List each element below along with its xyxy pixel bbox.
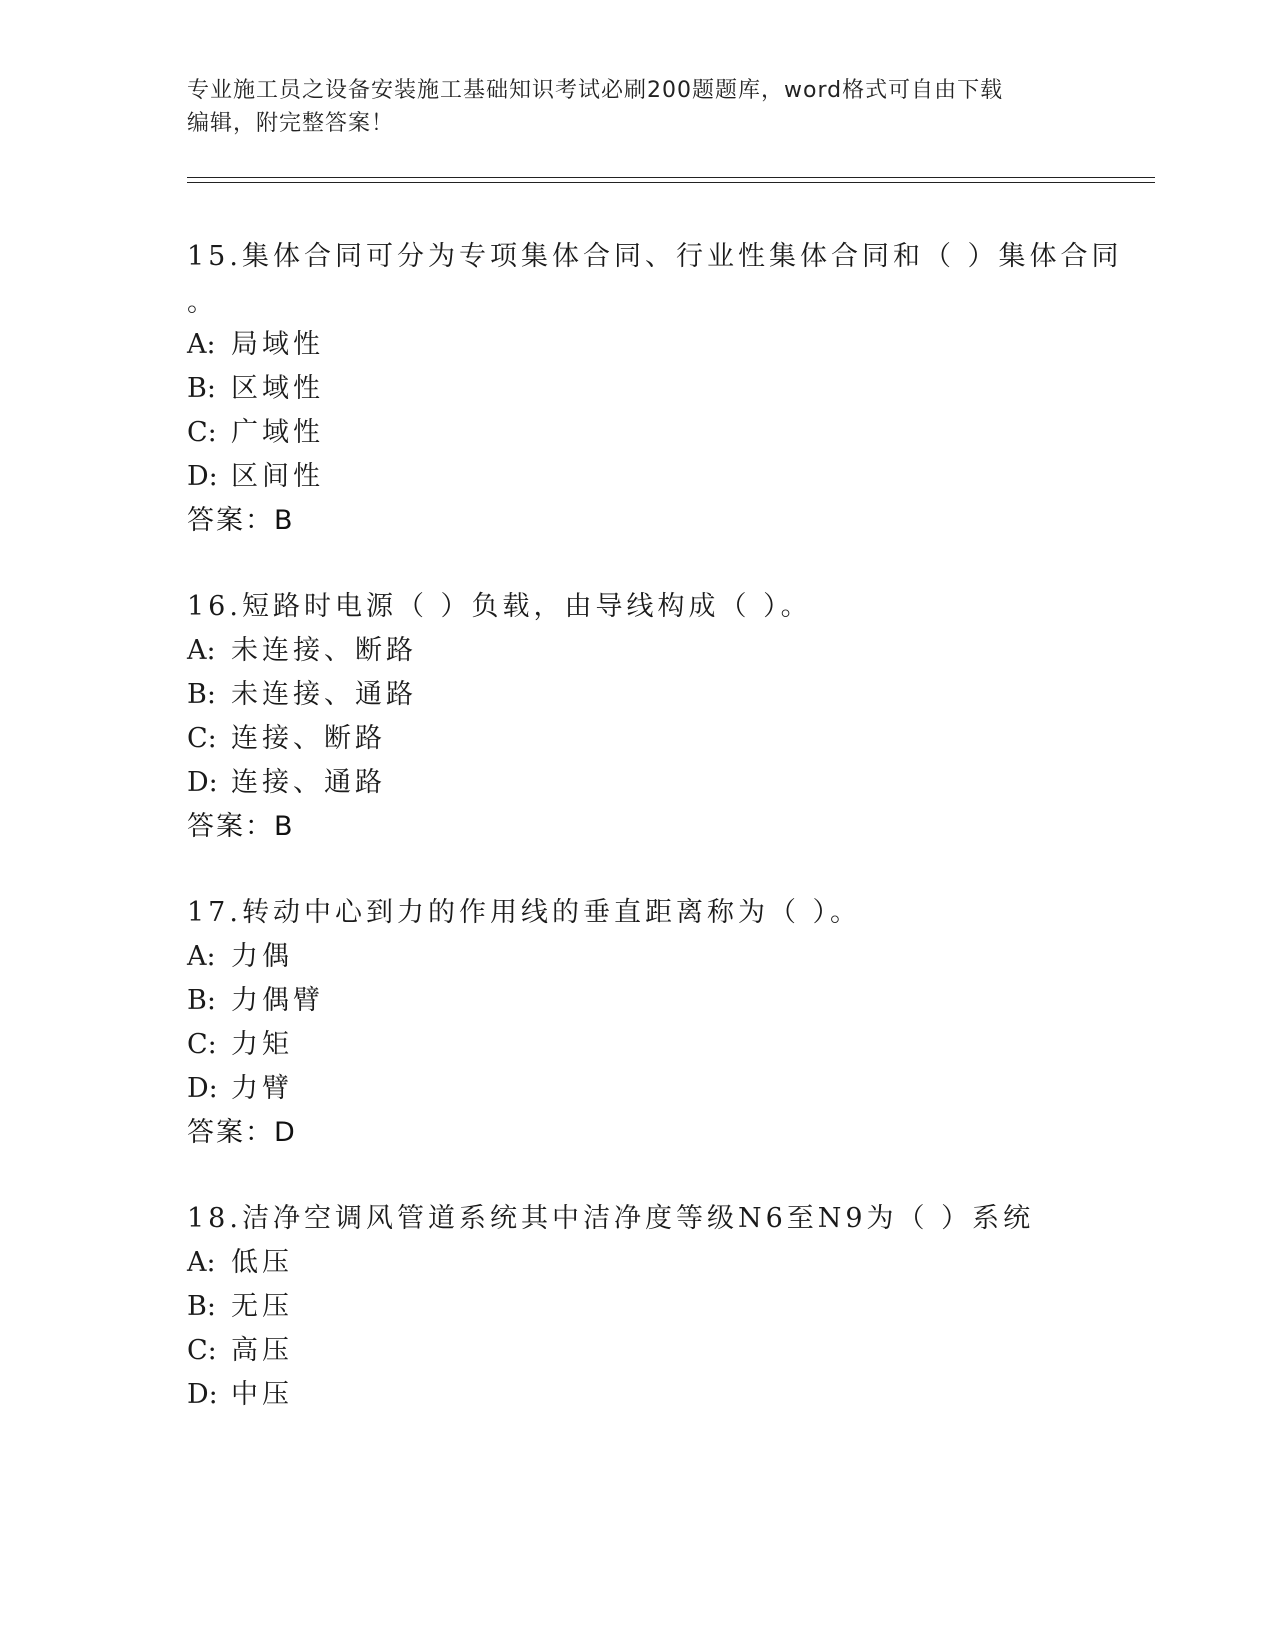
question-15-answer: 答案：B	[187, 505, 295, 536]
question-18-option-b	[187, 1284, 293, 1323]
option-letter: A:	[187, 941, 216, 972]
option-text: 高压	[231, 1335, 293, 1366]
option-letter: D:	[187, 1073, 218, 1104]
option-letter: D:	[187, 1379, 218, 1410]
question-17-stem: 17.转动中心到力的作用线的垂直距离称为（ ）。	[187, 897, 862, 928]
option-text: 区间性	[231, 461, 324, 492]
question-17-option-b	[187, 978, 324, 1017]
option-letter: B:	[187, 679, 216, 710]
question-15-option-d	[187, 454, 324, 493]
question-16-stem: 16.短路时电源（ ）负载，由导线构成（ ）。	[187, 591, 812, 622]
option-text: 未连接、通路	[231, 679, 417, 710]
option-letter: A:	[187, 635, 216, 666]
question-15-option-b	[187, 366, 324, 405]
option-letter: D:	[187, 461, 218, 492]
option-text: 未连接、断路	[231, 635, 417, 666]
option-letter: B:	[187, 373, 216, 404]
header-divider-bottom	[187, 182, 1155, 183]
option-text: 局域性	[231, 329, 324, 360]
question-16-option-d	[187, 760, 386, 799]
question-17-option-c	[187, 1022, 293, 1061]
option-text: 连接、断路	[231, 723, 386, 754]
option-text: 力偶臂	[231, 985, 324, 1016]
question-16-answer: 答案：B	[187, 811, 295, 842]
header-title-line-2: 编辑，附完整答案！	[187, 111, 395, 136]
question-16-option-a	[187, 628, 417, 667]
question-15-stem: 15.集体合同可分为专项集体合同、行业性集体合同和（ ）集体合同	[187, 241, 1123, 272]
option-letter: C:	[187, 417, 217, 448]
option-text: 低压	[231, 1247, 293, 1278]
document-header	[187, 74, 1067, 140]
option-letter: C:	[187, 1029, 217, 1060]
header-divider-top	[187, 177, 1155, 178]
header-title-line-1: 专业施工员之设备安装施工基础知识考试必刷200题题库，word格式可自由下载	[187, 78, 1004, 103]
question-18-option-a	[187, 1240, 293, 1279]
option-text: 力臂	[231, 1073, 293, 1104]
question-16-option-b	[187, 672, 417, 711]
question-18-option-d	[187, 1372, 293, 1411]
option-letter: B:	[187, 1291, 216, 1322]
question-17-option-d	[187, 1066, 293, 1105]
option-letter: B:	[187, 985, 216, 1016]
option-letter: A:	[187, 329, 216, 360]
option-text: 广域性	[231, 417, 324, 448]
question-16-option-c	[187, 716, 386, 755]
question-17-answer: 答案：D	[187, 1117, 297, 1148]
option-letter: C:	[187, 723, 217, 754]
question-18-stem: 18.洁净空调风管道系统其中洁净度等级N6至N9为（ ）系统	[187, 1203, 1035, 1234]
option-text: 力偶	[231, 941, 293, 972]
option-text: 中压	[231, 1379, 293, 1410]
question-15-stem-continuation: 。	[187, 287, 218, 318]
option-text: 力矩	[231, 1029, 293, 1060]
option-letter: C:	[187, 1335, 217, 1366]
option-letter: A:	[187, 1247, 216, 1278]
question-17-option-a	[187, 934, 293, 973]
option-letter: D:	[187, 767, 218, 798]
option-text: 连接、通路	[231, 767, 386, 798]
question-15-option-c	[187, 410, 324, 449]
option-text: 区域性	[231, 373, 324, 404]
option-text: 无压	[231, 1291, 293, 1322]
question-15-option-a	[187, 322, 324, 361]
question-18-option-c	[187, 1328, 293, 1367]
